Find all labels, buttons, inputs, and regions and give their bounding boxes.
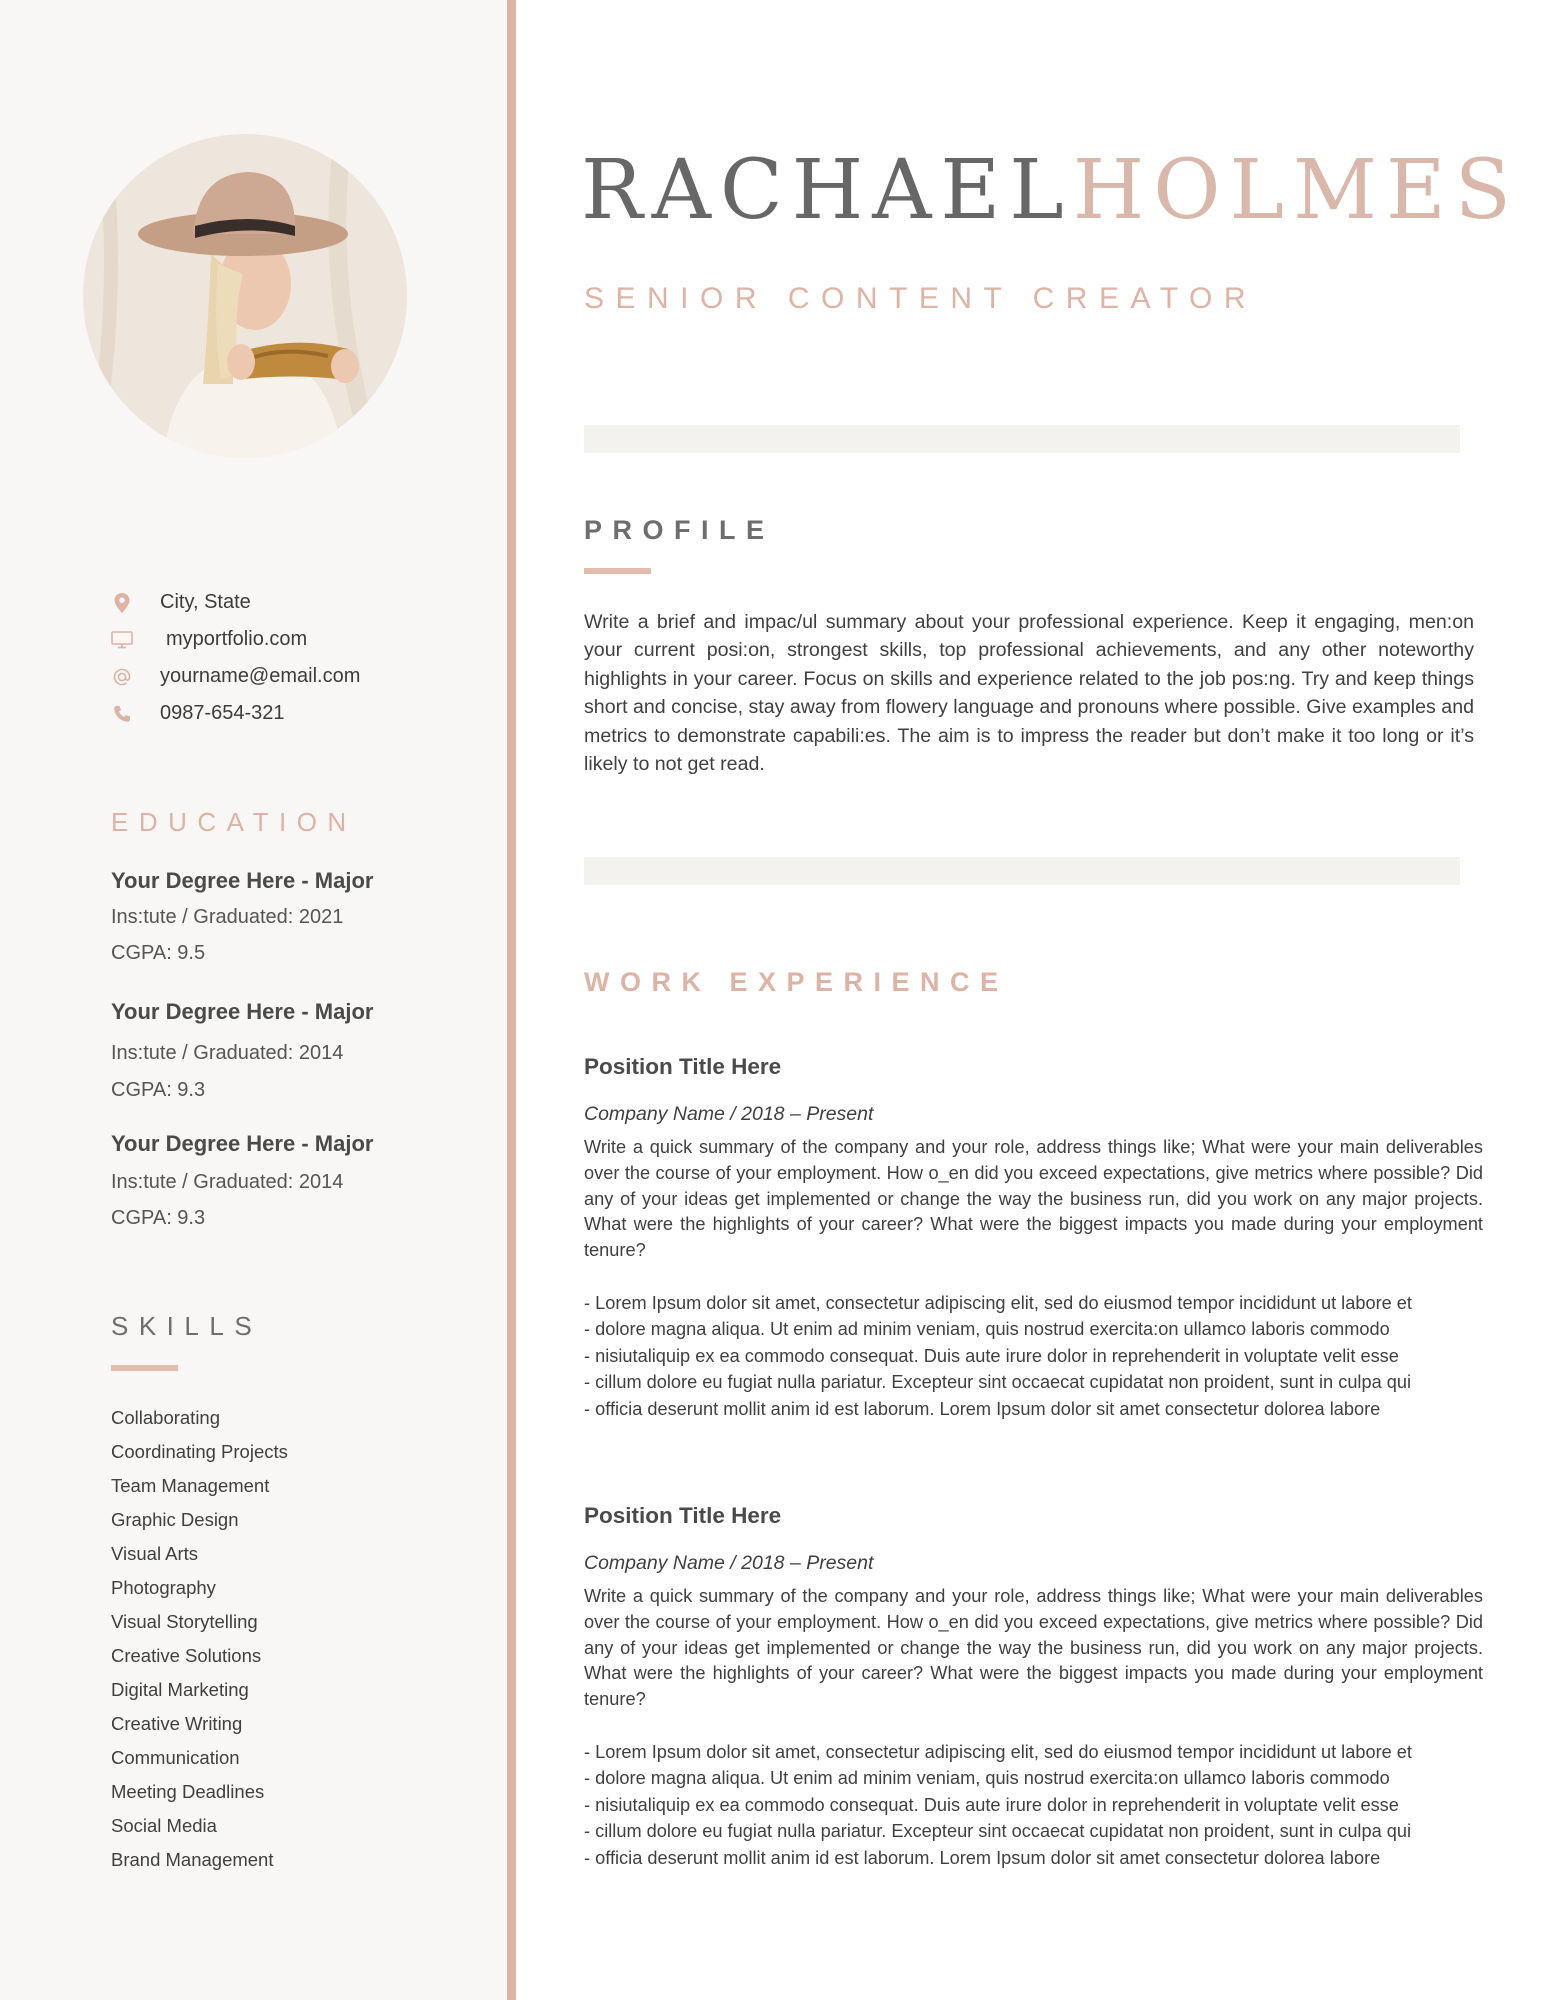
list-item: Creative Solutions <box>111 1645 262 1666</box>
education-institute: Ins:tute / Graduated: 2021 <box>111 906 344 928</box>
education-degree: Your Degree Here - Major <box>111 1131 374 1156</box>
list-item: Visual Storytelling <box>111 1611 258 1632</box>
education-degree: Your Degree Here - Major <box>111 999 374 1024</box>
list-item: Creative Writing <box>111 1713 243 1734</box>
list-item: - nisiutaliquip ex ea commodo consequat. Duis aute irure dolor in reprehenderit in voluptate velit esse <box>584 1343 1483 1369</box>
location-text: City, State <box>160 591 251 613</box>
avatar <box>83 134 407 458</box>
job-company: Company Name / 2018 – Present <box>584 1103 874 1125</box>
list-item: - Lorem Ipsum dolor sit amet, consectetur adipiscing elit, sed do eiusmod tempor incididunt ut labore et <box>584 1739 1483 1765</box>
list-item: - Lorem Ipsum dolor sit amet, consectetur adipiscing elit, sed do eiusmod tempor incididunt ut labore et <box>584 1290 1483 1316</box>
section-band <box>584 425 1460 453</box>
sidebar-divider <box>507 0 516 2000</box>
at-sign-icon <box>110 665 134 689</box>
list-item: - cillum dolore eu fugiat nulla pariatur. Excepteur sint occaecat cupidatat non proident, sunt in culpa qui <box>584 1818 1483 1844</box>
profile-accent-bar <box>584 568 651 574</box>
phone-icon <box>110 702 134 726</box>
education-institute: Ins:tute / Graduated: 2014 <box>111 1042 344 1064</box>
job-entry <box>584 1503 1483 1871</box>
list-item: Meeting Deadlines <box>111 1781 265 1802</box>
education-entry <box>111 999 491 1102</box>
contact-list <box>110 584 490 732</box>
education-cgpa: CGPA: 9.5 <box>111 942 206 964</box>
list-item: - nisiutaliquip ex ea commodo consequat. Duis aute irure dolor in reprehenderit in voluptate velit esse <box>584 1792 1483 1818</box>
job-entry <box>584 1054 1483 1422</box>
profile-summary: Write a brief and impac/ul summary about your professional experience. Keep it engaging, men:on your current posi:on, strongest skills, top professional achievements, and any other noteworthy highlights in your career. Focus on skills and experience related to the job pos:ng. Try and keep things short and concise, stay away from flowery language and pronouns where possible. Give examples and metrics to demonstrate capabili:es. The aim is to impress the reader but don’t make it too long or it’s likely to not get read. <box>584 611 1474 776</box>
job-summary: Write a quick summary of the company and your role, address things like; What were your main deliverables over the course of your employment. How o_en did you exceed expectations, give metrics where possible? Did any of your ideas get implemented or change the way the business run, did you work on any major projects. What were the highlights of your career? What were the biggest impacts you made during your employment tenure? <box>584 1586 1483 1710</box>
job-title-tagline: SENIOR CONTENT CREATOR <box>584 282 1258 315</box>
education-entry <box>111 868 491 965</box>
job-company: Company Name / 2018 – Present <box>584 1552 874 1574</box>
contact-website[interactable] <box>110 621 490 658</box>
education-heading: EDUCATION <box>111 807 357 837</box>
skills-heading: SKILLS <box>111 1311 263 1341</box>
map-pin-icon <box>110 591 134 615</box>
skills-list <box>111 1401 471 1877</box>
list-item: - cillum dolore eu fugiat nulla pariatur. Excepteur sint occaecat cupidatat non proident, sunt in culpa qui <box>584 1369 1483 1395</box>
phone-text: 0987-654-321 <box>160 702 285 724</box>
list-item: - dolore magna aliqua. Ut enim ad minim veniam, quis nostrud exercita:on ullamco laboris commodo <box>584 1316 1483 1342</box>
list-item: Collaborating <box>111 1407 221 1428</box>
job-bullets <box>584 1290 1483 1422</box>
monitor-icon <box>110 628 134 652</box>
job-bullets <box>584 1739 1483 1871</box>
website-link[interactable]: myportfolio.com <box>166 628 308 650</box>
work-experience-heading: WORK EXPERIENCE <box>584 967 1009 997</box>
list-item: Coordinating Projects <box>111 1441 288 1462</box>
skills-accent-bar <box>111 1365 178 1371</box>
education-institute: Ins:tute / Graduated: 2014 <box>111 1171 344 1193</box>
job-position-title: Position Title Here <box>584 1054 782 1079</box>
person-name <box>581 143 1520 238</box>
contact-location <box>110 584 490 621</box>
list-item: Communication <box>111 1747 240 1768</box>
job-summary: Write a quick summary of the company and your role, address things like; What were your main deliverables over the course of your employment. How o_en did you exceed expectations, give metrics where possible? Did any of your ideas get implemented or change the way the business run, did you work on any major projects. What were the highlights of your career? What were the biggest impacts you made during your employment tenure? <box>584 1137 1483 1261</box>
contact-email[interactable] <box>110 658 490 695</box>
list-item: Team Management <box>111 1475 270 1496</box>
list-item: - officia deserunt mollit anim id est laborum. Lorem Ipsum dolor sit amet consectetur dolorea labore <box>584 1396 1483 1422</box>
list-item: - officia deserunt mollit anim id est laborum. Lorem Ipsum dolor sit amet consectetur dolorea labore <box>584 1845 1483 1871</box>
list-item: Visual Arts <box>111 1543 199 1564</box>
education-entry <box>111 1131 491 1230</box>
job-position-title: Position Title Here <box>584 1503 782 1528</box>
list-item: Brand Management <box>111 1849 274 1870</box>
contact-phone[interactable] <box>110 695 490 732</box>
list-item: Social Media <box>111 1815 217 1836</box>
education-degree: Your Degree Here - Major <box>111 868 374 893</box>
first-name: RACHAEL <box>581 143 1073 238</box>
list-item: Digital Marketing <box>111 1679 249 1700</box>
section-band <box>584 857 1460 885</box>
list-item: Photography <box>111 1577 216 1598</box>
profile-heading: PROFILE <box>584 515 775 545</box>
education-cgpa: CGPA: 9.3 <box>111 1207 206 1229</box>
list-item: - dolore magna aliqua. Ut enim ad minim veniam, quis nostrud exercita:on ullamco laboris commodo <box>584 1765 1483 1791</box>
email-link[interactable]: yourname@email.com <box>160 665 361 687</box>
education-cgpa: CGPA: 9.3 <box>111 1079 206 1101</box>
last-name: HOLMES <box>1072 143 1520 238</box>
list-item: Graphic Design <box>111 1509 239 1530</box>
